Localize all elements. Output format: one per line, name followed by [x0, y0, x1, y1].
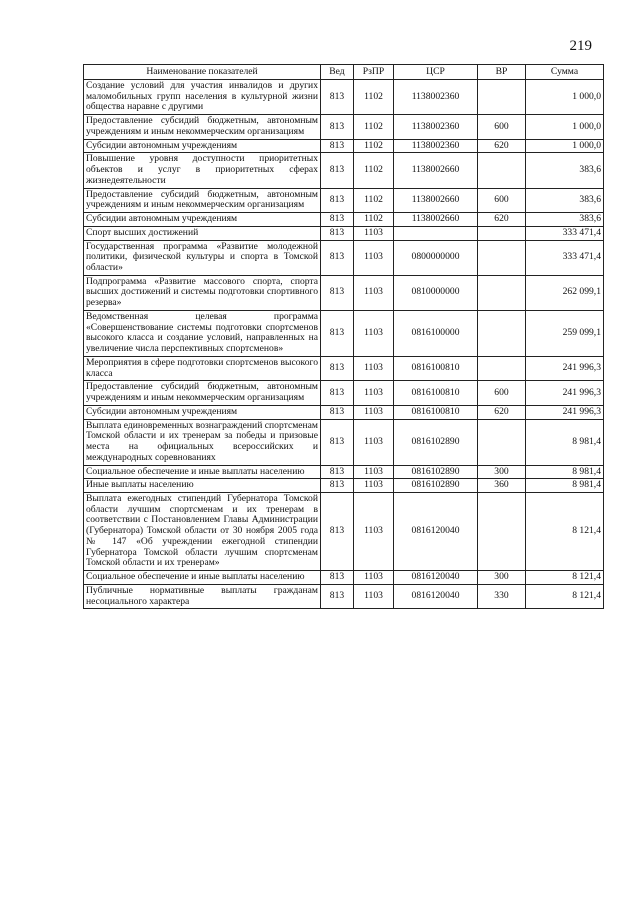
cell-vr	[478, 226, 526, 240]
cell-csr: 0816120040	[394, 571, 478, 585]
cell-csr: 0816102890	[394, 465, 478, 479]
cell-sum: 241 996,3	[526, 381, 604, 405]
cell-name: Социальное обеспечение и иные выплаты населению	[84, 465, 321, 479]
cell-ved: 813	[321, 240, 354, 275]
table-row	[84, 310, 604, 356]
cell-rzpr: 1103	[354, 479, 394, 493]
table-row	[84, 275, 604, 310]
table-row	[84, 213, 604, 227]
cell-name: Спорт высших достижений	[84, 226, 321, 240]
cell-name: Публичные нормативные выплаты гражданам несоциального характера	[84, 584, 321, 608]
cell-ved: 813	[321, 188, 354, 212]
cell-csr: 0816120040	[394, 584, 478, 608]
cell-sum: 8 981,4	[526, 479, 604, 493]
cell-ved: 813	[321, 153, 354, 188]
cell-csr: 0816100000	[394, 310, 478, 356]
cell-vr: 600	[478, 381, 526, 405]
cell-vr	[478, 492, 526, 570]
table-row	[84, 139, 604, 153]
cell-rzpr: 1102	[354, 213, 394, 227]
cell-vr: 300	[478, 465, 526, 479]
cell-rzpr: 1103	[354, 381, 394, 405]
cell-sum: 333 471,4	[526, 240, 604, 275]
cell-name: Подпрограмма «Развитие массового спорта, спорта высших достижений и системы подготовки спортивного резерва»	[84, 275, 321, 310]
cell-vr: 300	[478, 571, 526, 585]
cell-rzpr: 1103	[354, 492, 394, 570]
cell-name: Иные выплаты населению	[84, 479, 321, 493]
cell-csr: 1138002660	[394, 213, 478, 227]
cell-sum: 241 996,3	[526, 356, 604, 380]
table-row	[84, 571, 604, 585]
table-row	[84, 153, 604, 188]
cell-ved: 813	[321, 419, 354, 465]
budget-table	[83, 64, 604, 609]
header-ved: Вед	[321, 65, 354, 80]
cell-rzpr: 1102	[354, 80, 394, 115]
cell-ved: 813	[321, 310, 354, 356]
table-row	[84, 584, 604, 608]
cell-rzpr: 1103	[354, 571, 394, 585]
cell-sum: 8 121,4	[526, 571, 604, 585]
cell-ved: 813	[321, 465, 354, 479]
cell-vr: 620	[478, 213, 526, 227]
cell-name: Выплата ежегодных стипендий Губернатора Томской области лучшим спортсменам и их тренерам в соответствии с Постановлением Главы Администрации (Губернатора) Томской области от 30 ноября 2005 года № 147 «Об учреждении ежегодной стипендии Губернатора Томской области лучшим спортсменам Томской области и их тренерам»	[84, 492, 321, 570]
cell-rzpr: 1103	[354, 310, 394, 356]
cell-vr: 600	[478, 188, 526, 212]
cell-sum: 1 000,0	[526, 115, 604, 139]
cell-csr: 0816120040	[394, 492, 478, 570]
cell-sum: 8 121,4	[526, 492, 604, 570]
cell-vr: 620	[478, 405, 526, 419]
table-row	[84, 188, 604, 212]
cell-vr	[478, 240, 526, 275]
cell-ved: 813	[321, 275, 354, 310]
cell-rzpr: 1102	[354, 188, 394, 212]
cell-csr: 0816100810	[394, 381, 478, 405]
cell-name: Мероприятия в сфере подготовки спортсменов высокого класса	[84, 356, 321, 380]
cell-ved: 813	[321, 571, 354, 585]
cell-name: Субсидии автономным учреждениям	[84, 139, 321, 153]
cell-name: Субсидии автономным учреждениям	[84, 405, 321, 419]
cell-name: Предоставление субсидий бюджетным, автономным учреждениям и иным некоммерческим организациям	[84, 115, 321, 139]
table-row	[84, 80, 604, 115]
cell-sum: 8 981,4	[526, 465, 604, 479]
cell-name: Создание условий для участия инвалидов и других маломобильных групп населения в культурной жизни общества наравне с другими	[84, 80, 321, 115]
cell-sum: 1 000,0	[526, 80, 604, 115]
cell-csr: 1138002360	[394, 139, 478, 153]
cell-sum: 8 121,4	[526, 584, 604, 608]
table-header-row	[84, 65, 604, 80]
cell-csr: 0800000000	[394, 240, 478, 275]
table-row	[84, 492, 604, 570]
cell-vr	[478, 80, 526, 115]
cell-vr	[478, 419, 526, 465]
cell-vr	[478, 153, 526, 188]
cell-rzpr: 1103	[354, 356, 394, 380]
cell-sum: 259 099,1	[526, 310, 604, 356]
cell-ved: 813	[321, 492, 354, 570]
cell-sum: 383,6	[526, 188, 604, 212]
cell-rzpr: 1103	[354, 465, 394, 479]
cell-csr: 0816100810	[394, 356, 478, 380]
cell-rzpr: 1103	[354, 240, 394, 275]
cell-csr: 1138002660	[394, 188, 478, 212]
cell-name: Социальное обеспечение и иные выплаты населению	[84, 571, 321, 585]
cell-name: Выплата единовременных вознаграждений спортсменам Томской области и их тренерам за победы и призовые места на официальных всероссийских и международных соревнованиях	[84, 419, 321, 465]
cell-ved: 813	[321, 479, 354, 493]
header-vr: ВР	[478, 65, 526, 80]
header-sum: Сумма	[526, 65, 604, 80]
cell-rzpr: 1103	[354, 405, 394, 419]
table-row	[84, 479, 604, 493]
cell-vr	[478, 356, 526, 380]
cell-sum: 262 099,1	[526, 275, 604, 310]
cell-ved: 813	[321, 115, 354, 139]
cell-sum: 383,6	[526, 153, 604, 188]
cell-ved: 813	[321, 405, 354, 419]
cell-csr: 0816102890	[394, 419, 478, 465]
cell-ved: 813	[321, 356, 354, 380]
cell-ved: 813	[321, 381, 354, 405]
cell-rzpr: 1102	[354, 139, 394, 153]
cell-vr: 600	[478, 115, 526, 139]
header-csr: ЦСР	[394, 65, 478, 80]
cell-rzpr: 1103	[354, 419, 394, 465]
table-row	[84, 405, 604, 419]
cell-rzpr: 1102	[354, 115, 394, 139]
table-row	[84, 115, 604, 139]
cell-rzpr: 1103	[354, 226, 394, 240]
cell-vr: 620	[478, 139, 526, 153]
cell-rzpr: 1102	[354, 153, 394, 188]
cell-csr: 1138002360	[394, 80, 478, 115]
cell-ved: 813	[321, 213, 354, 227]
table-row	[84, 356, 604, 380]
header-name: Наименование показателей	[84, 65, 321, 80]
cell-csr: 1138002660	[394, 153, 478, 188]
cell-name: Предоставление субсидий бюджетным, автономным учреждениям и иным некоммерческим организациям	[84, 381, 321, 405]
cell-ved: 813	[321, 226, 354, 240]
cell-sum: 241 996,3	[526, 405, 604, 419]
cell-ved: 813	[321, 139, 354, 153]
header-rzpr: РзПР	[354, 65, 394, 80]
table-row	[84, 465, 604, 479]
cell-rzpr: 1103	[354, 275, 394, 310]
cell-sum: 8 981,4	[526, 419, 604, 465]
page-number: 219	[569, 38, 592, 54]
cell-csr: 0816100810	[394, 405, 478, 419]
table-row	[84, 226, 604, 240]
cell-sum: 333 471,4	[526, 226, 604, 240]
cell-name: Предоставление субсидий бюджетным, автономным учреждениям и иным некоммерческим организациям	[84, 188, 321, 212]
cell-rzpr: 1103	[354, 584, 394, 608]
table-row	[84, 419, 604, 465]
cell-csr	[394, 226, 478, 240]
cell-ved: 813	[321, 80, 354, 115]
cell-sum: 1 000,0	[526, 139, 604, 153]
cell-name: Субсидии автономным учреждениям	[84, 213, 321, 227]
cell-vr: 360	[478, 479, 526, 493]
table-row	[84, 381, 604, 405]
cell-vr: 330	[478, 584, 526, 608]
cell-name: Ведомственная целевая программа «Совершенствование системы подготовки спортсменов высокого класса и создание условий, направленных на увеличение числа перспективных спортсменов»	[84, 310, 321, 356]
cell-vr	[478, 275, 526, 310]
cell-name: Повышение уровня доступности приоритетных объектов и услуг в приоритетных сферах жизнедеятельности	[84, 153, 321, 188]
cell-sum: 383,6	[526, 213, 604, 227]
cell-csr: 0816102890	[394, 479, 478, 493]
table-body	[84, 80, 604, 609]
cell-name: Государственная программа «Развитие молодежной политики, физической культуры и спорта в Томской области»	[84, 240, 321, 275]
cell-csr: 0810000000	[394, 275, 478, 310]
cell-csr: 1138002360	[394, 115, 478, 139]
cell-vr	[478, 310, 526, 356]
table-row	[84, 240, 604, 275]
cell-ved: 813	[321, 584, 354, 608]
